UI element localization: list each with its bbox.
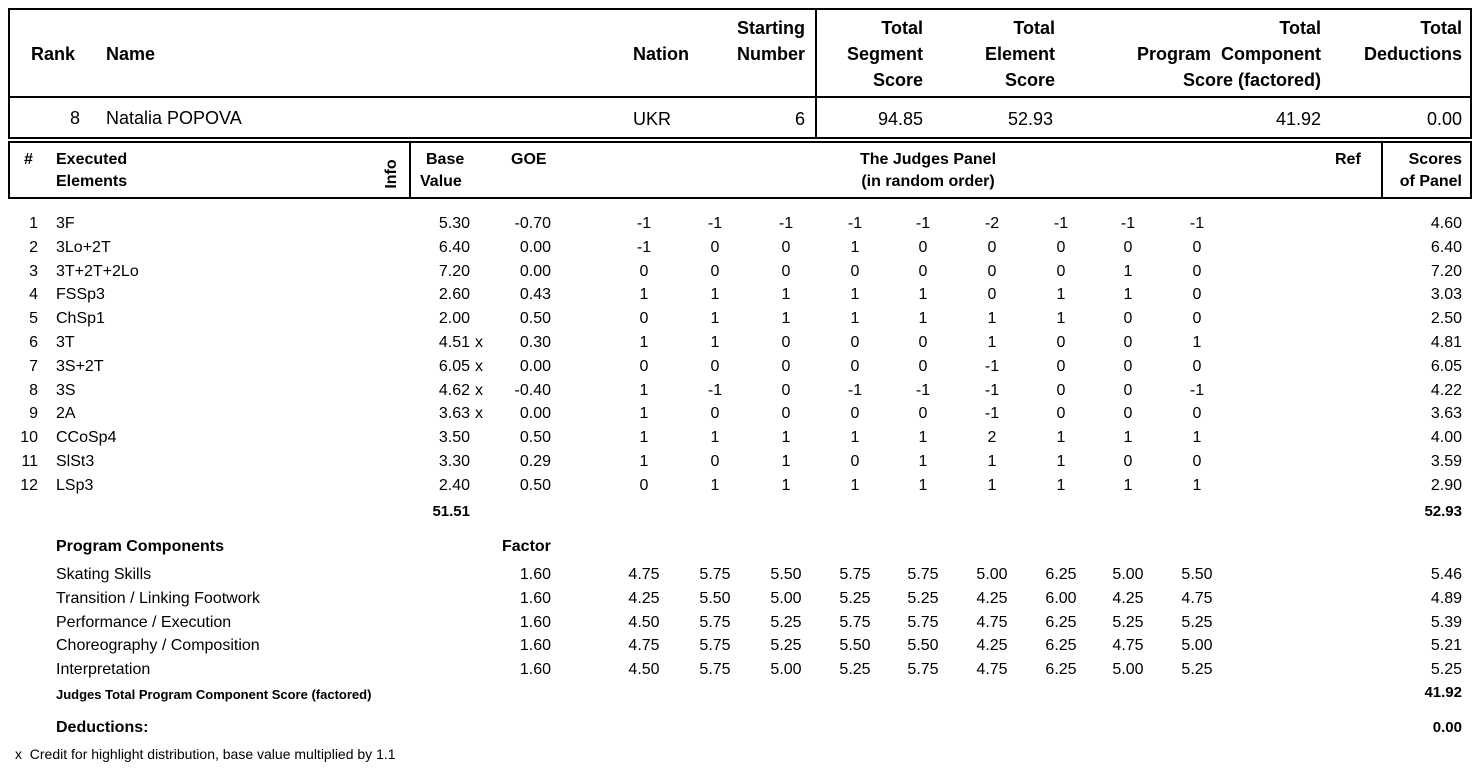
- component-judge-score: 5.25: [1181, 613, 1213, 631]
- judge-score: 0: [1056, 238, 1066, 256]
- skater-total-pcs: 41.92: [1275, 109, 1321, 129]
- judge-score: 0: [987, 286, 997, 304]
- judge-score: 0: [639, 310, 649, 328]
- base-value-total: 51.51: [432, 503, 470, 520]
- pcs-total-label: Judges Total Program Component Score (factored): [56, 687, 372, 702]
- judge-score: 1: [918, 286, 928, 304]
- judge-score: 0: [850, 262, 860, 280]
- skater-name: Natalia POPOVA: [106, 108, 242, 128]
- judge-score: 0: [918, 238, 928, 256]
- component-panel-score: 5.25: [1430, 661, 1462, 679]
- component-judge-score: 6.25: [1045, 661, 1077, 679]
- element-base-value: 6.40: [438, 238, 470, 256]
- component-name: Choreography / Composition: [56, 637, 260, 655]
- executed-elements-header: Executed Elements: [56, 151, 128, 190]
- judge-score: 1: [850, 286, 860, 304]
- judge-score: 1: [1056, 453, 1066, 470]
- scores-of-panel-header: Scores of Panel: [1399, 151, 1462, 190]
- judge-score: 0: [781, 357, 791, 375]
- element-name: 3F: [56, 215, 75, 232]
- component-factor: 1.60: [519, 589, 551, 607]
- judge-score: 0: [1123, 310, 1133, 328]
- judge-score: 0: [1056, 262, 1066, 280]
- element-number: 1: [29, 215, 38, 232]
- judge-score: -1: [1189, 215, 1205, 232]
- judge-score: 0: [1192, 262, 1202, 280]
- element-goe: -0.70: [514, 215, 551, 232]
- judge-score: -2: [984, 215, 1000, 232]
- judge-score: 0: [1192, 405, 1202, 423]
- total-element-header: Total Element Score: [984, 18, 1055, 90]
- component-judge-score: 5.75: [839, 566, 871, 583]
- component-judge-score: 4.75: [628, 566, 660, 583]
- component-panel-score: 5.46: [1430, 566, 1462, 583]
- base-value-header: Base Value: [420, 151, 465, 190]
- element-number: 8: [29, 381, 38, 399]
- judge-score: 1: [710, 429, 720, 447]
- ref-header: Ref: [1335, 151, 1361, 168]
- element-goe: -0.40: [514, 381, 551, 399]
- element-number: 7: [29, 357, 38, 375]
- component-judge-score: 5.25: [770, 637, 802, 655]
- footnote: x Credit for highlight distribution, base value multiplied by 1.1: [15, 746, 396, 762]
- element-base-value: 4.62: [438, 381, 470, 399]
- judge-score: 1: [639, 334, 649, 351]
- judge-score: 1: [1123, 286, 1133, 304]
- judge-score: 1: [987, 453, 997, 470]
- pcs-total-value: 41.92: [1424, 684, 1462, 701]
- component-judge-score: 4.75: [1181, 589, 1213, 607]
- judge-score: -1: [984, 381, 1000, 399]
- element-base-value: 2.00: [438, 310, 470, 328]
- judge-score: 0: [781, 238, 791, 256]
- element-base-value: 3.30: [438, 453, 470, 470]
- judge-score: 1: [1056, 429, 1066, 447]
- judge-score: 0: [850, 405, 860, 423]
- judge-score: 1: [639, 429, 649, 447]
- judge-score: 1: [710, 476, 720, 494]
- judge-score: 0: [1192, 286, 1202, 304]
- judge-score: 0: [781, 405, 791, 423]
- judge-score: 1: [987, 476, 997, 494]
- element-base-value: 7.20: [438, 262, 470, 280]
- component-panel-score: 4.89: [1430, 589, 1462, 607]
- element-base-value: 2.60: [438, 286, 470, 304]
- element-panel-score: 2.90: [1430, 476, 1462, 494]
- component-judge-score: 4.25: [1112, 589, 1144, 607]
- judge-score: 1: [1123, 429, 1133, 447]
- total-deductions-header: Total Deductions: [1363, 18, 1462, 64]
- judge-score: 0: [639, 357, 649, 375]
- component-judge-score: 5.25: [1181, 661, 1213, 679]
- judge-score: 1: [1192, 429, 1202, 447]
- element-bonus-marker: x: [475, 357, 483, 375]
- component-judge-score: 5.75: [907, 566, 939, 583]
- component-judge-score: 5.00: [770, 661, 802, 679]
- element-base-value: 4.51: [438, 334, 470, 351]
- judge-score: 0: [1192, 238, 1202, 256]
- judge-score: 0: [918, 262, 928, 280]
- component-judge-score: 4.25: [976, 637, 1008, 655]
- judge-score: 0: [710, 453, 720, 470]
- component-judge-score: 6.00: [1045, 589, 1077, 607]
- component-judge-score: 5.50: [907, 637, 939, 655]
- total-segment-header: Total Segment Score: [846, 18, 923, 90]
- judge-score: 1: [1123, 262, 1133, 280]
- judge-score: -1: [1120, 215, 1136, 232]
- element-number: 2: [29, 238, 38, 256]
- component-judge-score: 5.00: [1181, 637, 1213, 655]
- judges-panel-header: The Judges Panel (in random order): [859, 151, 997, 190]
- element-name: 2A: [56, 405, 76, 423]
- element-goe: 0.50: [519, 476, 551, 494]
- skater-rank: 8: [69, 108, 80, 128]
- judge-score: 0: [1192, 453, 1202, 470]
- judge-score: 1: [850, 476, 860, 494]
- judge-score: 1: [710, 286, 720, 304]
- component-factor: 1.60: [519, 661, 551, 679]
- judge-score: 1: [987, 310, 997, 328]
- judge-score: 1: [850, 310, 860, 328]
- component-factor: 1.60: [519, 637, 551, 655]
- element-number: 10: [20, 429, 38, 447]
- judge-score: 0: [918, 334, 928, 351]
- component-judge-score: 4.75: [976, 661, 1008, 679]
- element-name: 3S: [56, 381, 76, 399]
- element-number: 3: [29, 262, 38, 280]
- element-bonus-marker: x: [475, 381, 483, 399]
- component-panel-score: 5.39: [1430, 613, 1462, 631]
- judge-score: -1: [707, 215, 723, 232]
- judge-score: 0: [710, 238, 720, 256]
- component-judge-score: 5.50: [699, 589, 731, 607]
- component-judge-score: 5.75: [839, 613, 871, 631]
- component-judge-score: 5.50: [839, 637, 871, 655]
- component-factor: 1.60: [519, 566, 551, 583]
- judge-score: 1: [1056, 476, 1066, 494]
- judge-score: 0: [639, 262, 649, 280]
- scores-of-panel-total: 52.93: [1424, 503, 1462, 520]
- judge-score: -1: [707, 381, 723, 399]
- element-goe: 0.00: [519, 357, 551, 375]
- element-name: 3Lo+2T: [56, 238, 111, 256]
- element-base-value: 2.40: [438, 476, 470, 494]
- judge-score: 1: [1123, 476, 1133, 494]
- judge-score: 0: [1056, 381, 1066, 399]
- component-judge-score: 6.25: [1045, 566, 1077, 583]
- judge-score: 1: [987, 334, 997, 351]
- judge-score: 1: [710, 334, 720, 351]
- total-pcs-header: Total Program Component Score (factored): [1136, 18, 1321, 90]
- judge-score: 0: [1056, 334, 1066, 351]
- component-judge-score: 5.75: [699, 566, 731, 583]
- judge-score: 0: [987, 238, 997, 256]
- judge-score: 1: [1056, 286, 1066, 304]
- judge-score: 1: [639, 453, 649, 470]
- component-judge-score: 5.50: [1181, 566, 1213, 583]
- element-goe: 0.29: [519, 453, 551, 470]
- judge-score: -1: [636, 238, 652, 256]
- element-name: LSp3: [56, 476, 94, 494]
- judge-score: 0: [918, 357, 928, 375]
- component-judge-score: 4.75: [628, 637, 660, 655]
- element-goe: 0.43: [519, 286, 551, 304]
- judge-score: -1: [984, 405, 1000, 423]
- element-number-header: #: [24, 151, 33, 168]
- judge-score: 0: [850, 357, 860, 375]
- element-base-value: 3.50: [438, 429, 470, 447]
- info-header: Info: [383, 159, 400, 189]
- element-name: 3S+2T: [56, 357, 104, 375]
- judge-score: 0: [1123, 334, 1133, 351]
- judge-score: -1: [915, 381, 931, 399]
- program-components-title: Program Components: [56, 538, 225, 555]
- judge-score: 1: [781, 286, 791, 304]
- component-name: Transition / Linking Footwork: [56, 589, 260, 607]
- judge-score: 1: [639, 286, 649, 304]
- element-number: 12: [20, 476, 38, 494]
- component-judge-score: 5.50: [770, 566, 802, 583]
- judge-score: 0: [850, 334, 860, 351]
- judge-score: 1: [918, 429, 928, 447]
- skater-nation: UKR: [633, 109, 672, 129]
- element-name: 3T+2T+2Lo: [56, 262, 139, 280]
- component-judge-score: 5.25: [770, 613, 802, 631]
- judge-score: 1: [1056, 310, 1066, 328]
- judge-score: 1: [639, 381, 649, 399]
- judge-score: 1: [1192, 476, 1202, 494]
- judge-score: -1: [984, 357, 1000, 375]
- element-goe: 0.00: [519, 238, 551, 256]
- skater-total-deductions: 0.00: [1426, 109, 1462, 129]
- element-number: 9: [29, 405, 38, 423]
- element-panel-score: 3.59: [1430, 453, 1462, 470]
- judge-score: -1: [1053, 215, 1069, 232]
- element-panel-score: 4.00: [1430, 429, 1462, 447]
- element-panel-score: 6.05: [1430, 357, 1462, 375]
- judge-score: 0: [710, 262, 720, 280]
- judge-score: 0: [918, 405, 928, 423]
- judge-score: 0: [1123, 238, 1133, 256]
- component-name: Performance / Execution: [56, 613, 232, 631]
- component-judge-score: 5.00: [976, 566, 1008, 583]
- component-judge-score: 5.00: [1112, 566, 1144, 583]
- element-number: 5: [29, 310, 38, 328]
- judge-score: 1: [781, 310, 791, 328]
- element-panel-score: 6.40: [1430, 238, 1462, 256]
- element-base-value: 5.30: [438, 215, 470, 232]
- element-goe: 0.30: [519, 334, 551, 351]
- judge-score: 0: [781, 381, 791, 399]
- element-panel-score: 4.60: [1430, 215, 1462, 232]
- element-panel-score: 3.03: [1430, 286, 1462, 304]
- judge-score: 2: [987, 429, 997, 447]
- element-bonus-marker: x: [475, 405, 483, 423]
- name-header: Name: [106, 44, 156, 64]
- component-judge-score: 4.50: [628, 661, 660, 679]
- judge-score: 0: [1123, 405, 1133, 423]
- component-judge-score: 4.75: [976, 613, 1008, 631]
- component-judge-score: 6.25: [1045, 613, 1077, 631]
- element-goe: 0.00: [519, 405, 551, 423]
- goe-header: GOE: [511, 151, 547, 168]
- component-judge-score: 4.25: [976, 589, 1008, 607]
- deductions-value: 0.00: [1432, 719, 1462, 736]
- judge-score: -1: [847, 215, 863, 232]
- judge-score: 1: [850, 238, 860, 256]
- element-goe: 0.00: [519, 262, 551, 280]
- judge-score: 1: [1192, 334, 1202, 351]
- judge-score: 0: [1123, 357, 1133, 375]
- judge-score: 0: [1123, 381, 1133, 399]
- judge-score: 0: [781, 262, 791, 280]
- element-panel-score: 7.20: [1430, 262, 1462, 280]
- element-goe: 0.50: [519, 310, 551, 328]
- judge-score: 1: [710, 310, 720, 328]
- element-goe: 0.50: [519, 429, 551, 447]
- judge-score: -1: [915, 215, 931, 232]
- judge-score: -1: [847, 381, 863, 399]
- element-number: 11: [21, 453, 38, 470]
- judge-score: -1: [1189, 381, 1205, 399]
- component-judge-score: 5.25: [839, 661, 871, 679]
- judge-score: 0: [1192, 357, 1202, 375]
- component-panel-score: 5.21: [1430, 637, 1462, 655]
- component-judge-score: 5.25: [839, 589, 871, 607]
- element-bonus-marker: x: [475, 334, 483, 351]
- judge-score: 1: [850, 429, 860, 447]
- judge-score: 1: [918, 453, 928, 470]
- element-panel-score: 4.81: [1430, 334, 1462, 351]
- judge-score: 0: [639, 476, 649, 494]
- judge-score: 1: [781, 476, 791, 494]
- component-judge-score: 6.25: [1045, 637, 1077, 655]
- starting-number-header: Starting Number: [736, 18, 805, 64]
- deductions-label: Deductions:: [56, 719, 149, 736]
- component-judge-score: 4.50: [628, 613, 660, 631]
- judge-score: -1: [636, 215, 652, 232]
- component-judge-score: 5.75: [699, 637, 731, 655]
- element-name: SlSt3: [56, 453, 95, 470]
- element-number: 4: [29, 286, 38, 304]
- component-judge-score: 5.00: [1112, 661, 1144, 679]
- component-judge-score: 5.00: [770, 589, 802, 607]
- element-name: 3T: [56, 334, 75, 351]
- component-judge-score: 5.25: [907, 589, 939, 607]
- component-judge-score: 5.25: [1112, 613, 1144, 631]
- judge-score: 0: [850, 453, 860, 470]
- judge-score: -1: [778, 215, 794, 232]
- elements-header-box: [8, 141, 1472, 199]
- element-number: 6: [29, 334, 38, 351]
- element-name: ChSp1: [56, 310, 105, 328]
- judge-score: 1: [918, 476, 928, 494]
- component-judge-score: 5.75: [699, 613, 731, 631]
- component-judge-score: 4.75: [1112, 637, 1144, 655]
- component-judge-score: 5.75: [907, 661, 939, 679]
- judge-score: 0: [781, 334, 791, 351]
- judge-score: 0: [710, 357, 720, 375]
- element-panel-score: 3.63: [1430, 405, 1462, 423]
- rank-header: Rank: [31, 44, 76, 64]
- element-panel-score: 4.22: [1430, 381, 1462, 399]
- component-factor: 1.60: [519, 613, 551, 631]
- element-panel-score: 2.50: [1430, 310, 1462, 328]
- judge-score: 0: [1123, 453, 1133, 470]
- component-judge-score: 5.75: [699, 661, 731, 679]
- factor-header: Factor: [502, 538, 551, 555]
- judge-score: 1: [918, 310, 928, 328]
- element-base-value: 6.05: [438, 357, 470, 375]
- judge-score: 0: [710, 405, 720, 423]
- judge-score: 1: [781, 429, 791, 447]
- judge-score: 0: [1192, 310, 1202, 328]
- judge-score: 1: [639, 405, 649, 423]
- skater-starting-number: 6: [794, 109, 805, 129]
- component-name: Interpretation: [56, 661, 151, 679]
- component-name: Skating Skills: [56, 566, 152, 583]
- judge-score: 0: [987, 262, 997, 280]
- judge-score: 0: [1056, 405, 1066, 423]
- component-judge-score: 5.75: [907, 613, 939, 631]
- component-judge-score: 4.25: [628, 589, 660, 607]
- element-base-value: 3.63: [438, 405, 470, 423]
- skater-total-element: 52.93: [1007, 109, 1053, 129]
- element-name: FSSp3: [56, 286, 105, 304]
- element-name: CCoSp4: [56, 429, 117, 447]
- judge-score: 0: [1056, 357, 1066, 375]
- judge-score: 1: [781, 453, 791, 470]
- skater-total-segment: 94.85: [877, 109, 923, 129]
- nation-header: Nation: [633, 44, 689, 64]
